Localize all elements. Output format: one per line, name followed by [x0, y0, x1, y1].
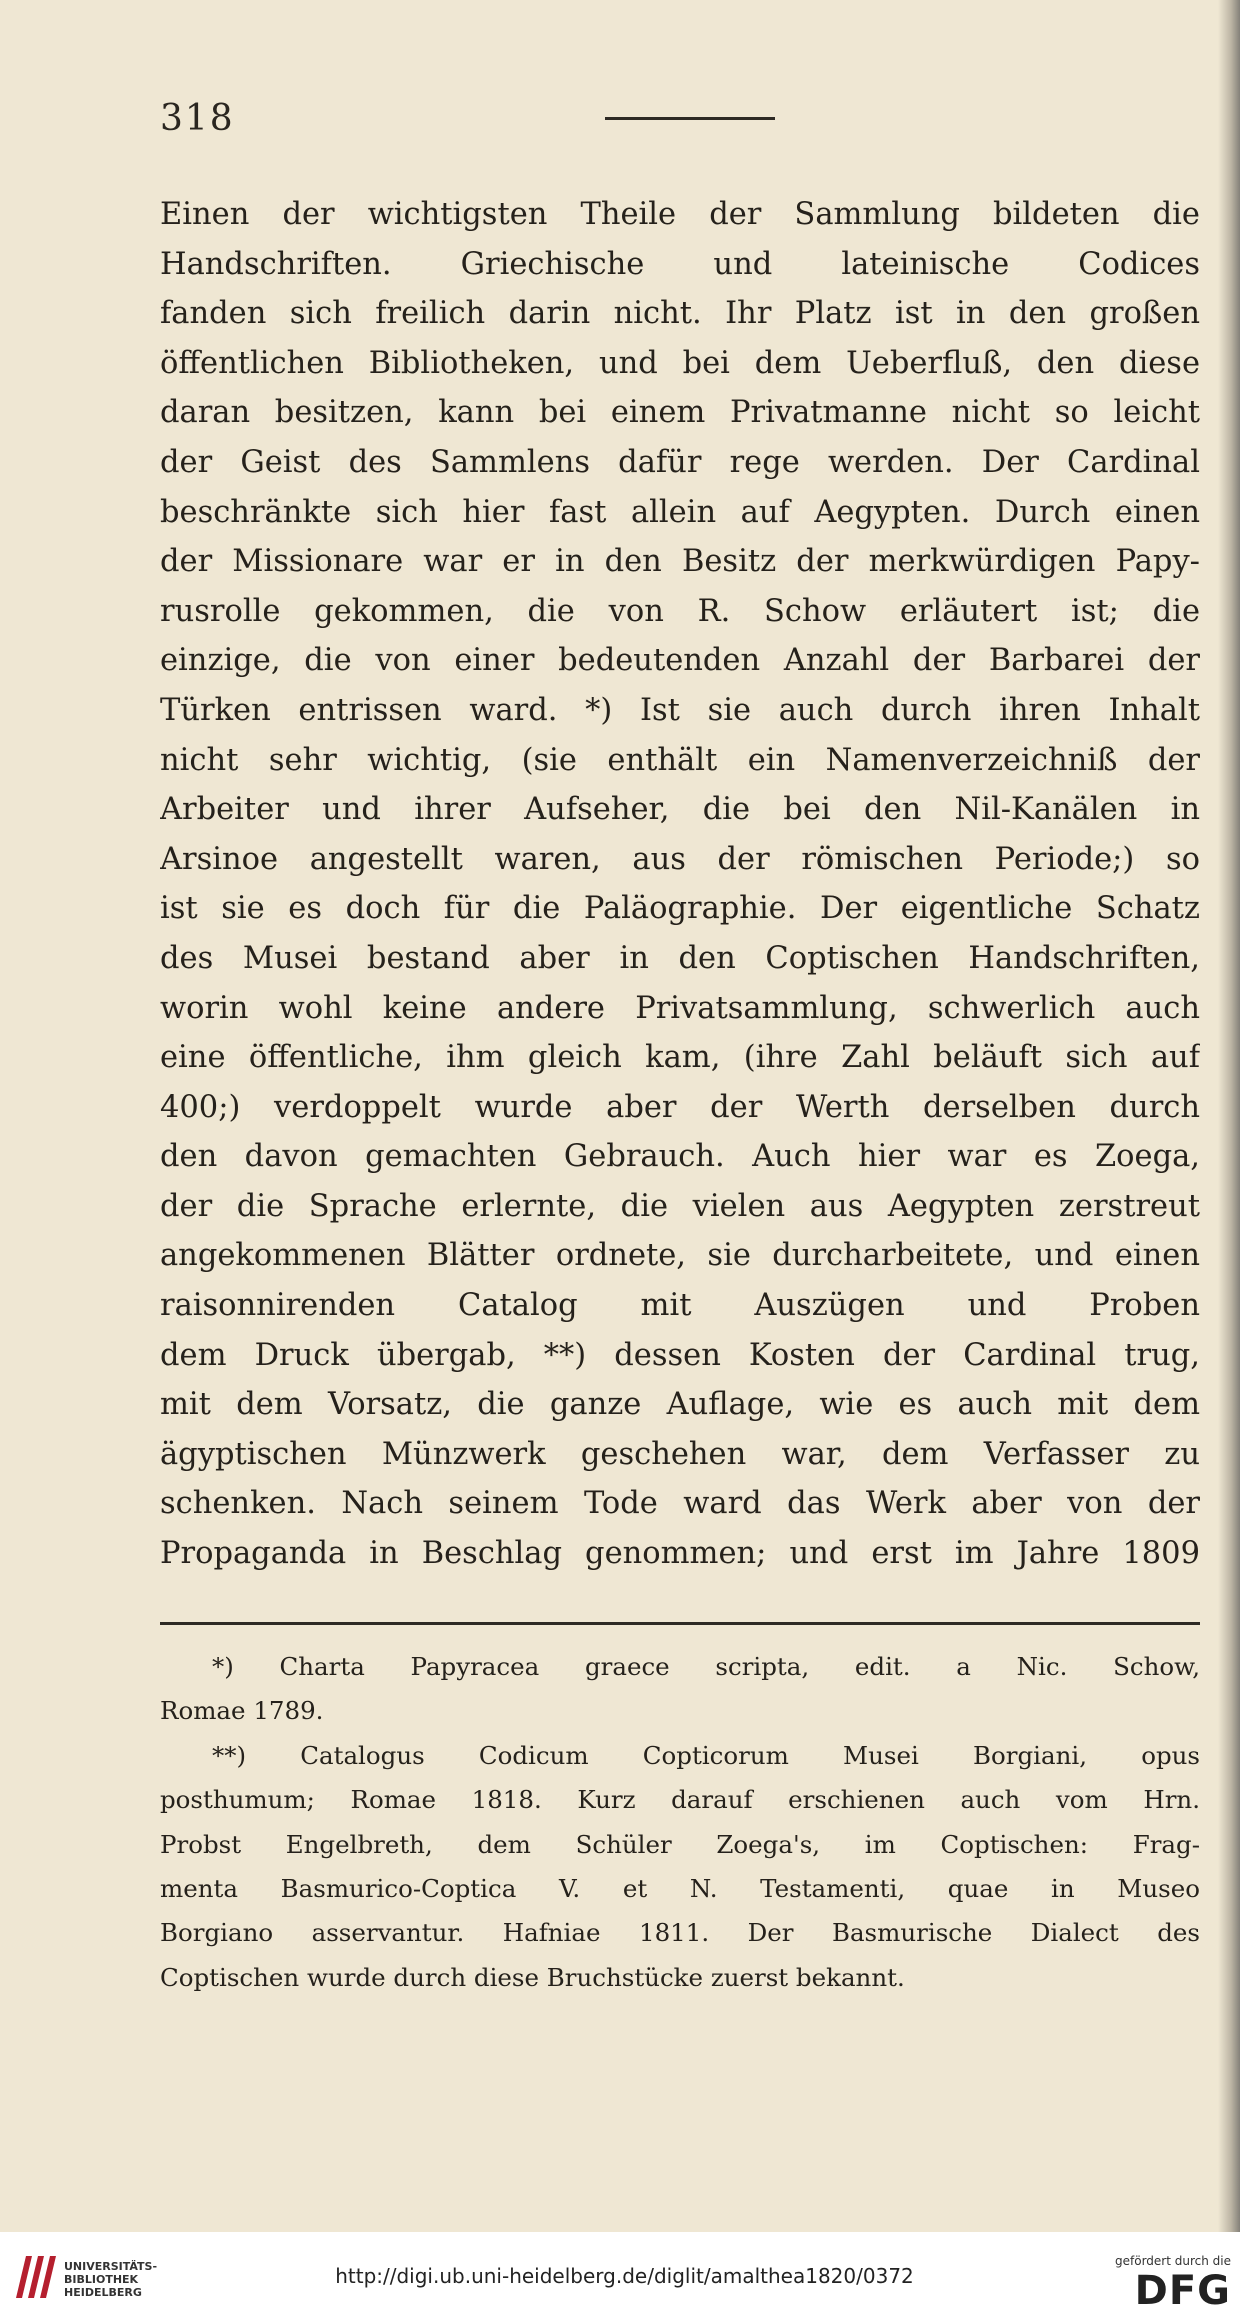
body-line: öffentlichen Bibliotheken, und bei dem Ueberfluß, den diese [160, 345, 1200, 381]
body-line: ägyptischen Münzwerk geschehen war, dem Verfasser zu [160, 1436, 1200, 1472]
footnote-line: Coptischen wurde durch diese Bruchstücke zuerst bekannt. [160, 1962, 905, 1992]
body-line: Türken entrissen ward. *) Ist sie auch durch ihren Inhalt [160, 692, 1200, 728]
body-line: fanden sich freilich darin nicht. Ihr Platz ist in den großen [160, 296, 1200, 332]
header-rule [605, 117, 775, 120]
body-line: Arsinoe angestellt waren, aus der römischen Periode;) so [160, 841, 1200, 877]
body-line: rusrolle gekommen, die von R. Schow erläutert ist; die [160, 593, 1200, 629]
body-line: einzige, die von einer bedeutenden Anzahl der Barbarei der [160, 643, 1200, 679]
body-line: der Missionare war er in den Besitz der merkwürdigen Papy- [160, 544, 1200, 580]
footnote-line: posthumum; Romae 1818. Kurz darauf erschienen auch vom Hrn. [160, 1785, 1200, 1815]
body-line: Arbeiter und ihrer Aufseher, die bei den Nil-Kanälen in [160, 792, 1200, 828]
body-line: eine öffentliche, ihm gleich kam, (ihre Zahl beläuft sich auf [160, 1040, 1200, 1076]
footnote-rule [160, 1622, 1200, 1625]
body-line: ist sie es doch für die Paläographie. Der eigentliche Schatz [160, 891, 1200, 927]
body-line: angekommenen Blätter ordnete, sie durcharbeitete, und einen [160, 1238, 1200, 1274]
body-line: schenken. Nach seinem Tode ward das Werk aber von der [160, 1486, 1200, 1522]
body-line: 400;) verdoppelt wurde aber der Werth derselben durch [160, 1089, 1200, 1125]
body-line: der die Sprache erlernte, die vielen aus Aegypten zerstreut [160, 1188, 1200, 1224]
body-line: beschränkte sich hier fast allein auf Aegypten. Durch einen [160, 494, 1200, 530]
institution-line: UNIVERSITÄTS- [64, 2260, 158, 2273]
page-number: 318 [160, 98, 235, 139]
body-line: daran besitzen, kann bei einem Privatmanne nicht so leicht [160, 395, 1200, 431]
body-line: mit dem Vorsatz, die ganze Auflage, wie es auch mit dem [160, 1387, 1200, 1423]
body-line: worin wohl keine andere Privatsammlung, schwerlich auch [160, 990, 1200, 1026]
footnote-line: *) Charta Papyracea graece scripta, edit. a Nic. Schow, [212, 1652, 1200, 1681]
permalink-url[interactable]: http://digi.ub.uni-heidelberg.de/diglit/amalthea1820/0372 [335, 2264, 914, 2288]
viewer-footer [0, 2232, 1249, 2320]
institution-line: BIBLIOTHEK [64, 2273, 139, 2286]
institution-line: HEIDELBERG [64, 2286, 142, 2299]
footnote-line: Probst Engelbreth, dem Schüler Zoega's, im Coptischen: Frag- [160, 1829, 1200, 1859]
body-line: des Musei bestand aber in den Coptischen Handschriften, [160, 940, 1200, 976]
footnote-line: menta Basmurico-Coptica V. et N. Testamenti, quae in Museo [160, 1873, 1200, 1903]
body-line: Handschriften. Griechische und lateinische Codices [160, 246, 1200, 282]
body-line: nicht sehr wichtig, (sie enthält ein Namenverzeichniß der [160, 742, 1200, 778]
footnotes [160, 1645, 1200, 2000]
funded-by-label: gefördert durch die [1115, 2254, 1231, 2268]
dfg-logo[interactable]: DFG [1134, 2268, 1231, 2314]
body-line: den davon gemachten Gebrauch. Auch hier war es Zoega, [160, 1139, 1200, 1175]
body-line: der Geist des Sammlens dafür rege werden. Der Cardinal [160, 444, 1200, 480]
body-line: raisonnirenden Catalog mit Auszügen und Proben [160, 1288, 1200, 1324]
footnote-line: **) Catalogus Codicum Copticorum Musei Borgiani, opus [212, 1740, 1200, 1770]
body-line: Propaganda in Beschlag genommen; und erst im Jahre 1809 [160, 1536, 1200, 1572]
footnote-line: Borgiano asservantur. Hafniae 1811. Der Basmurische Dialect des [160, 1918, 1200, 1948]
body-line: Einen der wichtigsten Theile der Sammlung bildeten die [160, 197, 1200, 232]
body-line: dem Druck übergab, **) dessen Kosten der Cardinal trug, [160, 1337, 1200, 1373]
body-text [160, 190, 1200, 1579]
footnote-line: Romae 1789. [160, 1696, 324, 1726]
